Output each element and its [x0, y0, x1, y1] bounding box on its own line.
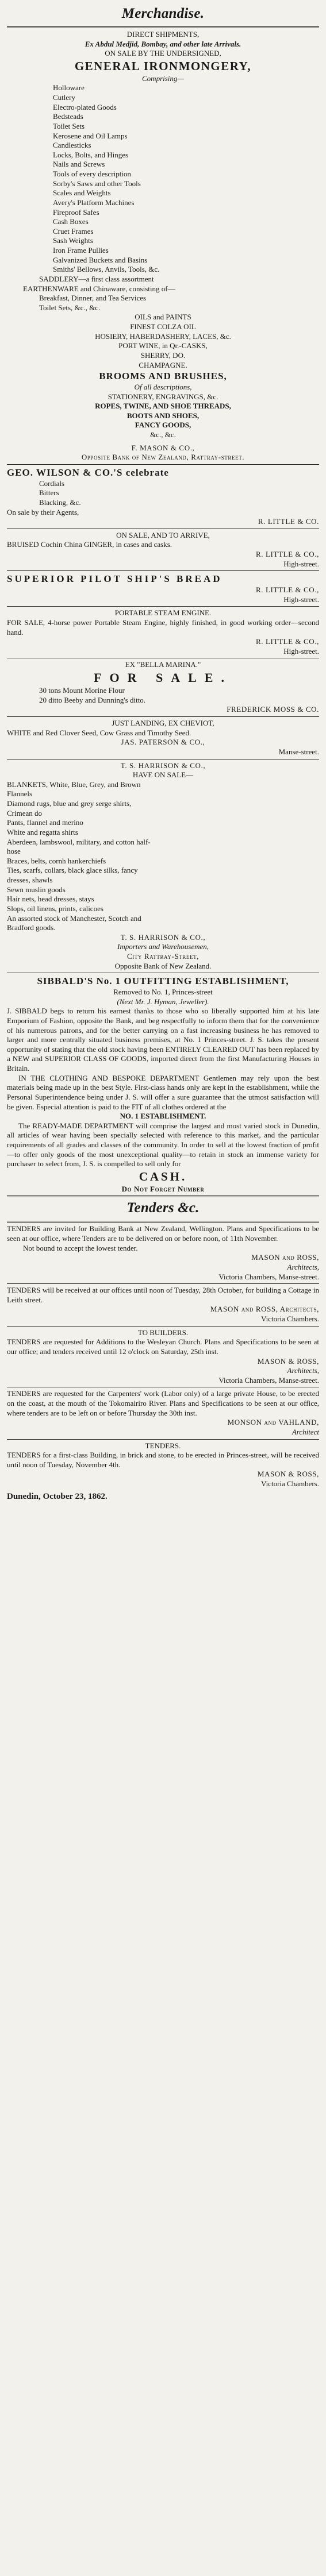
ad-steam-engine: [7, 608, 319, 656]
tender-address: Victoria Chambers, Manse-street.: [218, 1272, 319, 1281]
ad-item-list: [7, 780, 319, 933]
ad-heading: SUPERIOR PILOT SHIP'S BREAD: [7, 573, 223, 585]
ad-firm: F. MASON & CO.,: [131, 443, 195, 452]
ad-role: Importers and Warehousemen,: [117, 942, 209, 951]
ad-street: Manse-street.: [278, 747, 319, 756]
ad-list-item: Locks, Bolts, and Hinges: [53, 150, 129, 159]
ad-line: On sale by their Agents,: [7, 507, 79, 516]
ad-list-item: Slops, oil linens, prints, calicoes: [7, 904, 103, 913]
ad-firm: R. LITTLE & CO.,: [256, 637, 319, 646]
ad-bella-marina: [7, 660, 319, 715]
ad-line: BROOMS AND BRUSHES,: [99, 371, 227, 382]
ad-firm: R. LITTLE & CO.,: [256, 585, 319, 594]
ad-banner: FOR SALE.: [94, 670, 232, 685]
ad-list-item: Bradford goods.: [7, 923, 56, 932]
ad-list-item: BLANKETS, White, Blue, Grey, and Brown: [7, 780, 141, 789]
ad-line: 30 tons Mount Morine Flour: [39, 686, 125, 695]
tender-address: Victoria Chambers.: [260, 1479, 319, 1488]
tender-role: Architects,: [287, 1262, 319, 1271]
ad-line: &c., &c.: [150, 430, 176, 439]
ad-address: Opposite Bank of New Zealand, Rattray-street.: [81, 453, 245, 462]
ad-subheading: HAVE ON SALE—: [132, 770, 194, 780]
tender-bank-nz: [7, 1224, 319, 1282]
ad-paragraph: J. SIBBALD begs to return his earnest thanks to those who so liberally supported him at his late Emporium of Fashion, opposite the Bank, and beg respectfully to inform them that for the convenience of his numerous patrons, and for the better carrying on a fast increasing business he has removed to larger and more centrally situated business premises, at No. 1 Princes-street. J. S. takes the present opportunity of stating that the old stock having been ENTIRELY CLEARED OUT has been replaced by a NEW and SUPERIOR CLASS OF GOODS, imported direct from the first Manufacturing Houses in Britain.: [7, 1007, 319, 1073]
ad-heading: ON SALE, AND TO ARRIVE,: [116, 530, 210, 539]
ad-body: BRUISED Cochin China GINGER, in cases and casks.: [7, 540, 172, 549]
ad-line: HOSIERY, HABERDASHERY, LACES, &c.: [95, 331, 231, 341]
ad-street: High-street.: [283, 595, 319, 604]
ad-firm: R. LITTLE & CO.: [258, 517, 319, 526]
ad-list-item: Ties, scarfs, collars, black glace silks, fancy: [7, 866, 138, 875]
ad-list-item: Sorby's Saws and other Tools: [53, 179, 141, 188]
divider: [7, 570, 319, 571]
tender-address: Victoria Chambers.: [260, 1314, 319, 1324]
ad-line: CHAMPAGNE.: [139, 360, 187, 369]
ad-banner: GENERAL IRONMONGERY,: [74, 59, 252, 73]
ad-list-item: Aberdeen, lambswool, military, and cotton half-: [7, 837, 151, 846]
ad-line: FANCY GOODS,: [135, 421, 191, 430]
ad-street: High-street.: [283, 646, 319, 655]
ad-heading: GEO. WILSON & CO.'S celebrate: [7, 466, 169, 478]
ad-list-item: Hair nets, head dresses, stays: [7, 894, 94, 904]
ad-cheviot-seed: [7, 719, 319, 757]
ad-line: Do Not Forget Number: [121, 1184, 205, 1193]
ad-item-list: [7, 479, 319, 508]
ad-list-item: Flannels: [7, 789, 33, 799]
tender-address: Victoria Chambers, Manse-street.: [218, 1375, 319, 1385]
divider: [7, 606, 319, 607]
ad-list-item: Nails and Screws: [53, 160, 105, 169]
divider: [7, 464, 319, 465]
ad-list-item: Fireproof Safes: [53, 207, 99, 217]
ad-list-item: Kerosene and Oil Lamps: [53, 131, 128, 140]
ad-line: STATIONERY, ENGRAVINGS, &c.: [108, 392, 218, 401]
ad-street: High-street.: [283, 559, 319, 568]
tender-heading: TO BUILDERS.: [137, 1328, 189, 1337]
ad-list-item: Galvanized Buckets and Basins: [53, 255, 148, 264]
ad-line: NO. 1 ESTABLISHMENT.: [120, 1112, 206, 1121]
tender-wesleyan: [7, 1328, 319, 1386]
ad-firm: R. LITTLE & CO.,: [256, 550, 319, 558]
ad-heading: EX "BELLA MARINA.": [125, 660, 201, 669]
tender-firm: MONSON and VAHLAND,: [227, 1418, 319, 1427]
ad-list-item: White and regatta shirts: [7, 827, 78, 836]
ad-list-item: Cruet Frames: [53, 226, 94, 236]
ad-body: FOR SALE, 4-horse power Portable Steam Engine, highly finished, in good working order—second hand.: [7, 618, 319, 637]
ad-wilson-cordials: [7, 466, 319, 527]
tender-cottage: [7, 1286, 319, 1324]
ad-line: EARTHENWARE and Chinaware, consisting of—: [23, 284, 175, 293]
ad-line: Removed to No. 1, Princes-street: [113, 988, 213, 997]
tender-carpenters: [7, 1389, 319, 1437]
ad-address: Opposite Bank of New Zealand.: [114, 961, 212, 970]
ad-comprising: Comprising—: [142, 74, 184, 83]
ad-list-item: Sewn muslin goods: [7, 885, 66, 894]
ad-list-item: Cash Boxes: [53, 217, 89, 226]
divider: [7, 716, 319, 717]
ad-list-item: Braces, belts, cornh hankerchiefs: [7, 856, 106, 865]
tender-role: Architect: [292, 1427, 319, 1436]
ad-ship-bread: [7, 573, 319, 604]
ad-line: Of all descriptions,: [134, 382, 192, 391]
ad-line: (Next Mr. J. Hyman, Jeweller).: [117, 997, 209, 1006]
ad-firm: JAS. PATERSON & CO.,: [121, 738, 205, 747]
tender-firm: MASON & ROSS,: [257, 1356, 319, 1366]
tender-brick-building: [7, 1441, 319, 1489]
ad-harrison-blankets: [7, 761, 319, 971]
ad-list-item: Bedsteads: [53, 112, 83, 121]
tender-body: TENDERS are invited for Building Bank at New Zealand, Wellington. Plans and Specifications to be seen at our office, where Tenders are to be delivered on or before noon, of 11th November.: [7, 1224, 319, 1243]
ad-onsale: ON SALE BY THE UNDERSIGNED,: [105, 49, 221, 58]
ad-heading: DIRECT SHIPMENTS,: [126, 30, 200, 38]
tender-firm: MASON and ROSS, Architects,: [210, 1305, 319, 1314]
ad-list-item: Crimean do: [7, 808, 43, 817]
tender-body: TENDERS are requested for Additions to the Wesleyan Church. Plans and Specifications to be seen at our office; and tenders received until 12 o'clock on Saturday, 25th inst.: [7, 1337, 319, 1356]
ad-firm: FREDERICK MOSS & CO.: [227, 705, 319, 714]
section-title-merchandise: Merchandise.: [121, 6, 205, 21]
tender-body: TENDERS will be received at our offices until noon of Tuesday, 28th October, for building a Cottage in Leith street.: [7, 1286, 319, 1304]
tender-line: Not bound to accept the lowest tender.: [23, 1243, 138, 1252]
ad-line: CASH.: [139, 1169, 187, 1183]
ad-line: SHERRY, DO.: [140, 350, 186, 360]
ad-list-item: Cutlery: [53, 93, 75, 102]
ad-sibbald-outfitting: [7, 975, 319, 1194]
ad-list-item: hose: [7, 847, 21, 856]
ad-list-item: Blacking, &c.: [39, 498, 81, 507]
ad-list-item: An assorted stock of Manchester, Scotch and: [7, 913, 141, 923]
ad-line: FINEST COLZA OIL: [130, 322, 196, 331]
ad-list-item: Diamond rugs, blue and grey serge shirts,: [7, 799, 132, 808]
ad-line: BOOTS AND SHOES,: [126, 411, 200, 420]
ad-ginger: [7, 531, 319, 569]
ad-item-list: [7, 83, 319, 275]
ad-list-item: Toilet Sets: [53, 121, 85, 130]
ad-list-item: Pants, flannel and merino: [7, 818, 83, 827]
ad-list-item: dresses, shawls: [7, 876, 53, 885]
ad-list-item: Tools of every description: [53, 169, 131, 178]
divider: [7, 1196, 319, 1197]
ad-line: Breakfast, Dinner, and Tea Services: [39, 294, 147, 303]
tender-firm: MASON & ROSS,: [257, 1470, 319, 1479]
ad-line: 20 ditto Beeby and Dunning's ditto.: [39, 695, 146, 704]
ad-list-item: Holloware: [53, 83, 85, 92]
ad-heading: PORTABLE STEAM ENGINE.: [114, 608, 212, 618]
divider: [7, 1221, 319, 1223]
ad-list-item: Smiths' Bellows, Anvils, Tools, &c.: [53, 265, 160, 274]
tender-body: TENDERS for a first-class Building, in brick and stone, to be erected in Princes-street, will be received until noon of Tuesday, November 4th.: [7, 1451, 319, 1469]
ad-list-item: Sash Weights: [53, 236, 93, 245]
divider: [7, 1439, 319, 1440]
divider: [7, 26, 319, 28]
ad-general-ironmongery: [7, 30, 319, 462]
ad-list-item: Candlesticks: [53, 141, 91, 150]
ad-street: City Rattray-Street,: [126, 952, 200, 961]
tender-body: TENDERS are requested for the Carpenters' work (Labor only) of a large private House, to be erected on the coast, at the mouth of the Tokomairiro River. Plans and Specifications to be seen at our office, where tenders are to be left on or before Thursday the 30th inst.: [7, 1389, 319, 1417]
ad-heading: T. S. HARRISON & CO.,: [120, 761, 206, 770]
ad-list-item: Scales and Weights: [53, 188, 111, 198]
ad-list-item: Cordials: [39, 479, 65, 488]
ad-paragraph: IN THE CLOTHING AND BESPOKE DEPARTMENT Gentlemen may rely upon the best materials being made up in the best Style. First-class hands only are kept in the establishment, while the Personal Superintendence being under J. S. will offer a sure guarantee that the utmost satisfaction will be given. Especial attention is paid to the FIT of all clothes ordered at the: [7, 1073, 319, 1111]
tender-heading: TENDERS.: [145, 1441, 181, 1450]
ad-list-item: Bitters: [39, 488, 59, 498]
ad-subheading: Ex Abdul Medjid, Bombay, and other late Arrivals.: [85, 39, 241, 48]
ad-line: PORT WINE, in Qr.-CASKS,: [118, 341, 208, 350]
ad-heading: SIBBALD'S No. 1 OUTFITTING ESTABLISHMENT,: [37, 975, 289, 987]
tender-firm: MASON and ROSS,: [251, 1253, 319, 1262]
ad-line: ROPES, TWINE, AND SHOE THREADS,: [95, 402, 231, 411]
section-title-tenders: Tenders &c.: [126, 1200, 200, 1216]
ad-body: WHITE and Red Clover Seed, Cow Grass and Timothy Seed.: [7, 728, 191, 737]
divider: [7, 1283, 319, 1284]
ad-list-item: Electro-plated Goods: [53, 102, 117, 111]
ad-firm: T. S. HARRISON & CO.,: [120, 932, 206, 942]
ad-heading: JUST LANDING, EX CHEVIOT,: [112, 719, 214, 728]
ad-line: OILS and PAINTS: [135, 313, 191, 322]
dateline: Dunedin, October 23, 1862.: [7, 1491, 108, 1501]
ad-paragraph: The READY-MADE DEPARTMENT will comprise the largest and most varied stock in Dunedin, all articles of wear having been specially selected with reference to this market, and the particular requirements of all grades and classes of the community. In order to sell at the lowest fraction of profit—to offer only goods of the most unexceptional quality—to retain in stock an immense variety for purchaser to select from, J. S. is compelled to sell only for: [7, 1121, 319, 1169]
ad-list-item: Iron Frame Pullies: [53, 246, 109, 254]
tender-role: Architects,: [287, 1366, 319, 1375]
ad-list-item: Avery's Platform Machines: [53, 198, 135, 207]
ad-line: SADDLERY—a first class assortment: [39, 274, 154, 283]
ad-line: Toilet Sets, &c., &c.: [39, 303, 101, 312]
